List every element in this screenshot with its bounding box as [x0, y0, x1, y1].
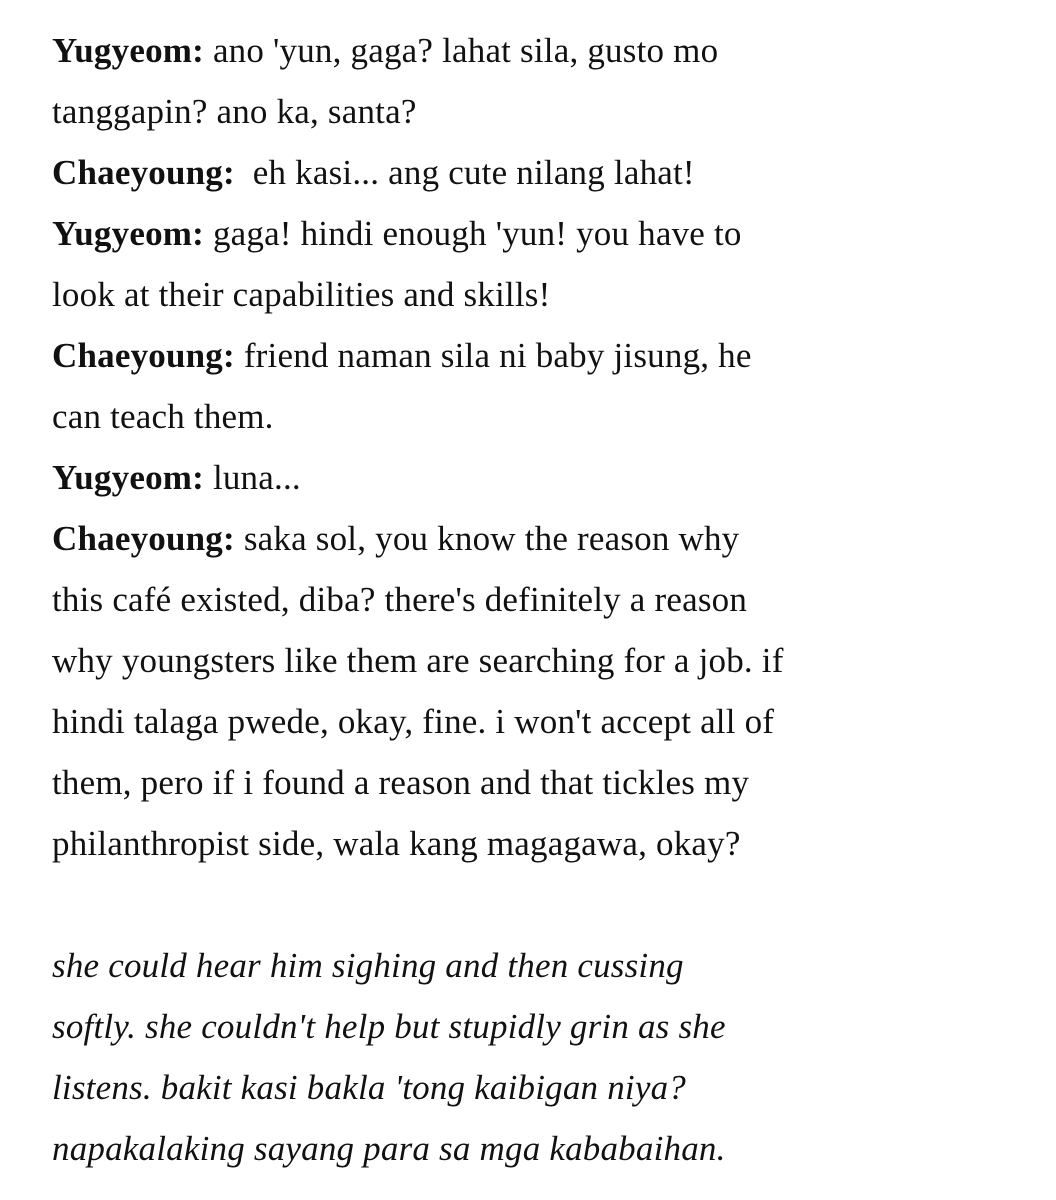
dialogue-text: hindi talaga pwede, okay, fine. i won't accept all of — [52, 702, 775, 741]
dialogue-text: why youngsters like them are searching for a job. if — [52, 641, 784, 680]
dialogue-line — [52, 569, 1012, 630]
dialogue-entry — [52, 203, 1012, 325]
speaker-name: Chaeyoung: — [52, 336, 235, 375]
dialogue-text: can teach them. — [52, 397, 274, 436]
dialogue-block — [52, 20, 1012, 874]
speaker-name: Chaeyoung: — [52, 519, 235, 558]
dialogue-text: look at their capabilities and skills! — [52, 275, 551, 314]
dialogue-line — [52, 20, 1012, 81]
narration-line: softly. she couldn't help but stupidly grin as she — [52, 1007, 726, 1046]
dialogue-line — [52, 813, 1012, 874]
dialogue-entry — [52, 447, 1012, 508]
dialogue-line — [52, 447, 1012, 508]
narration-line: napakalaking sayang para sa mga kababaihan. — [52, 1129, 726, 1168]
dialogue-line — [52, 630, 1012, 691]
dialogue-line — [52, 142, 1012, 203]
dialogue-line — [52, 325, 1012, 386]
story-text-page — [52, 20, 1012, 1179]
dialogue-text: them, pero if i found a reason and that tickles my — [52, 763, 750, 802]
narration-line: listens. bakit kasi bakla 'tong kaibigan niya? — [52, 1068, 686, 1107]
speaker-name: Chaeyoung: — [52, 153, 235, 192]
dialogue-line — [52, 386, 1012, 447]
dialogue-text: philanthropist side, wala kang magagawa, okay? — [52, 824, 741, 863]
dialogue-line — [52, 691, 1012, 752]
dialogue-text: ano 'yun, gaga? lahat sila, gusto mo — [212, 31, 719, 70]
speaker-name: Yugyeom: — [52, 214, 204, 253]
dialogue-line — [52, 203, 1012, 264]
dialogue-text: eh kasi... ang cute nilang lahat! — [252, 153, 695, 192]
dialogue-entry — [52, 325, 1012, 447]
dialogue-text: gaga! hindi enough 'yun! you have to — [212, 214, 742, 253]
dialogue-line — [52, 264, 1012, 325]
dialogue-text: friend naman sila ni baby jisung, he — [243, 336, 752, 375]
speaker-name: Yugyeom: — [52, 31, 204, 70]
dialogue-entry — [52, 20, 1012, 142]
dialogue-line — [52, 81, 1012, 142]
dialogue-entry — [52, 142, 1012, 203]
dialogue-text: saka sol, you know the reason why — [243, 519, 740, 558]
speaker-name: Yugyeom: — [52, 458, 204, 497]
dialogue-line — [52, 752, 1012, 813]
narration-paragraph — [52, 935, 1012, 1179]
dialogue-text: luna... — [212, 458, 301, 497]
dialogue-text: tanggapin? ano ka, santa? — [52, 92, 417, 131]
dialogue-entry — [52, 508, 1012, 874]
dialogue-line — [52, 508, 1012, 569]
dialogue-text: this café existed, diba? there's definitely a reason — [52, 580, 748, 619]
narration-line: she could hear him sighing and then cussing — [52, 946, 684, 985]
